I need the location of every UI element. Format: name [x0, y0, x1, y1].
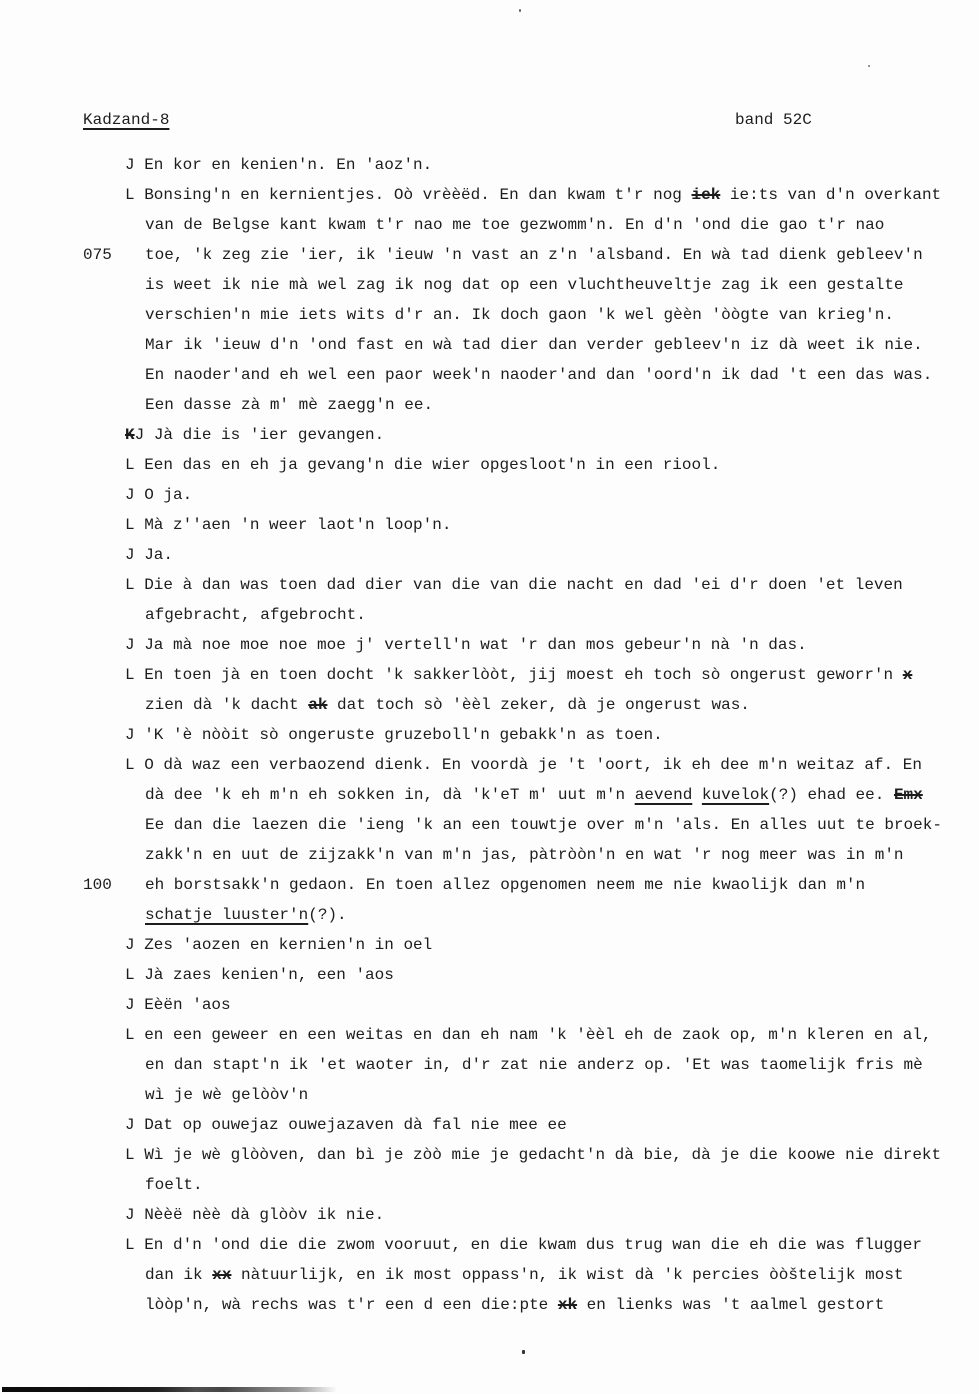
text-segment: eh borstsakk'n gedaon. En toen allez opgenomen neem me nie kwaolijk dan m'n	[145, 876, 866, 894]
transcript-line	[0, 750, 979, 780]
transcript-line	[0, 990, 979, 1020]
transcript-line	[0, 780, 979, 810]
transcript-line	[0, 1230, 979, 1260]
text-segment: J Eèën 'aos	[125, 996, 231, 1014]
transcript-line	[0, 300, 979, 330]
transcript-line	[0, 450, 979, 480]
transcript-line	[0, 630, 979, 660]
transcript	[0, 150, 979, 1320]
transcript-line	[0, 270, 979, 300]
struck-text: x	[902, 666, 913, 684]
text-segment: dà dee 'k eh m'n eh sokken in, dà 'k'eT m' uut m'n	[145, 786, 635, 804]
transcript-line	[0, 360, 979, 390]
transcript-line	[0, 1020, 979, 1050]
text-segment	[692, 786, 702, 804]
text-segment: wì je wè gelòòv'n	[145, 1086, 309, 1104]
text-segment: nàtuurlijk, en ik most oppass'n, ik wist dà 'k percies òòštelijk most	[231, 1266, 904, 1284]
transcript-line	[0, 1260, 979, 1290]
text-segment: J Jà die is 'ier gevangen.	[134, 426, 385, 444]
text-segment: L Jà zaes kenien'n, een 'aos	[125, 966, 394, 984]
transcript-line	[0, 1110, 979, 1140]
text-segment: L O dà waz een verbaozend dienk. En voordà je 't 'oort, ik eh dee m'n weitaz af. En	[125, 756, 922, 774]
text-segment: J Nèèë nèè dà glòòv ik nie.	[125, 1206, 385, 1224]
transcript-line	[0, 570, 979, 600]
transcript-line	[0, 600, 979, 630]
transcript-line	[0, 1140, 979, 1170]
transcript-line	[0, 960, 979, 990]
transcript-line	[0, 240, 979, 270]
transcript-line	[0, 180, 979, 210]
scan-artifact-smudge	[2, 1387, 337, 1392]
text-segment: L Die à dan was toen dad dier van die van die nacht en dad 'ei d'r doen 'et leven	[125, 576, 903, 594]
transcript-line	[0, 1290, 979, 1320]
text-segment: J Ja.	[125, 546, 174, 564]
transcript-line	[0, 390, 979, 420]
text-segment: toe, 'k zeg zie 'ier, ik 'ieuw 'n vast an z'n 'alsband. En wà tad dienk gebleev'n	[145, 246, 923, 264]
text-segment: lòòp'n, wà rechs was t'r een d een die:pte	[145, 1296, 558, 1314]
underlined-text: kuvelok	[701, 786, 770, 804]
text-segment: (?).	[308, 906, 347, 924]
transcript-line	[0, 1080, 979, 1110]
struck-text: xk	[557, 1296, 578, 1314]
struck-text: K	[125, 426, 135, 444]
transcript-line	[0, 150, 979, 180]
text-segment: En naoder'and eh wel een paor week'n naoder'and dan 'oord'n ik dad 't een das was.	[145, 366, 933, 384]
transcript-line	[0, 1170, 979, 1200]
transcript-line	[0, 810, 979, 840]
transcript-line	[0, 1050, 979, 1080]
transcript-line	[0, 330, 979, 360]
transcript-line	[0, 420, 979, 450]
text-segment: Een dasse zà m' mè zaegg'n ee.	[145, 396, 434, 414]
text-segment: Ee dan die laezen die 'ieng 'k an een touwtje over m'n 'als. En alles uut te broek-	[145, 816, 942, 834]
text-segment: dan ik	[145, 1266, 213, 1284]
transcript-line	[0, 870, 979, 900]
text-segment: en lienks was 't aalmel gestort	[577, 1296, 885, 1314]
text-segment: ie:ts van d'n overkant	[720, 186, 942, 204]
text-segment: afgebracht, afgebrocht.	[145, 606, 366, 624]
transcript-line	[0, 510, 979, 540]
scan-speck	[519, 9, 521, 12]
struck-text: xx	[212, 1266, 232, 1284]
line-number: 075	[83, 246, 112, 264]
transcript-line	[0, 480, 979, 510]
band-label: band 52C	[735, 111, 812, 129]
text-segment: J Ja mà noe moe noe moe j' vertell'n wat 'r dan mos gebeur'n nà 'n das.	[125, 636, 807, 654]
text-segment: dat toch sò 'èèl zeker, dà je ongerust was.	[327, 696, 750, 714]
text-segment: Mar ik 'ieuw d'n 'ond fast en wà tad dier dan verder gebleev'n iz dà weet ik nie.	[145, 336, 923, 354]
transcript-line	[0, 900, 979, 930]
scan-speck	[868, 65, 870, 67]
struck-text: ak	[308, 696, 328, 714]
text-segment: (?) ehad ee.	[769, 786, 894, 804]
text-segment: zien dà 'k dacht	[145, 696, 309, 714]
underlined-text: schatje luuster'n	[145, 906, 309, 924]
text-segment: L En toen jà en toen docht 'k sakkerlòòt, jij moest eh toch sò ongerust geworr'n	[125, 666, 903, 684]
text-segment: L en een geweer en een weitas en dan eh nam 'k 'èèl eh de zaok op, m'n kleren en al,	[125, 1026, 932, 1044]
text-segment: J En kor en kenien'n. En 'aoz'n.	[125, 156, 433, 174]
text-segment: foelt.	[145, 1176, 203, 1194]
transcript-line	[0, 1200, 979, 1230]
underlined-text: aevend	[634, 786, 693, 804]
transcript-line	[0, 720, 979, 750]
text-segment: L En d'n 'ond die die zwom vooruut, en die kwam dus trug wan die eh die was flugger	[125, 1236, 922, 1254]
transcript-line	[0, 930, 979, 960]
scan-speck	[522, 1350, 525, 1354]
struck-text: Emx	[893, 786, 923, 804]
text-segment: L Mà z''aen 'n weer laot'n loop'n.	[125, 516, 452, 534]
text-segment: zakk'n en uut de zijzakk'n van m'n jas, pàtròòn'n en wat 'r nog meer was in m'n	[145, 846, 904, 864]
document-title: Kadzand-8	[83, 111, 170, 129]
text-segment: van de Belgse kant kwam t'r nao me toe gezwomm'n. En d'n 'ond die gao t'r nao	[145, 216, 885, 234]
text-segment: J 'K 'è nòòit sò ongeruste gruzeboll'n gebakk'n as toen.	[125, 726, 663, 744]
text-segment: is weet ik nie mà wel zag ik nog dat op een vluchtheuveltje zag ik een gestalte	[145, 276, 904, 294]
text-segment: verschien'n mie iets wits d'r an. Ik doch gaon 'k wel gèèn 'òògte van krieg'n.	[145, 306, 894, 324]
text-segment: L Wì je wè glòòven, dan bì je zòò mie je gedacht'n dà bie, dà je die koowe nie direkt	[125, 1146, 942, 1164]
transcript-line	[0, 540, 979, 570]
text-segment: J O ja.	[125, 486, 193, 504]
transcript-line	[0, 840, 979, 870]
text-segment: L Bonsing'n en kernientjes. Oò vrèèëd. En dan kwam t'r nog	[125, 186, 692, 204]
line-number: 100	[83, 876, 112, 894]
text-segment: J Zes 'aozen en kernien'n in oel	[125, 936, 433, 954]
transcript-line	[0, 660, 979, 690]
transcript-line	[0, 690, 979, 720]
text-segment: en dan stapt'n ik 'et waoter in, d'r zat nie anderz op. 'Et was taomelijk fris mè	[145, 1056, 923, 1074]
struck-text: iek	[691, 186, 721, 204]
text-segment: J Dat op ouwejaz ouwejazaven dà fal nie mee ee	[125, 1116, 567, 1134]
text-segment: L Een das en eh ja gevang'n die wier opgesloot'n in een riool.	[125, 456, 721, 474]
transcript-line	[0, 210, 979, 240]
